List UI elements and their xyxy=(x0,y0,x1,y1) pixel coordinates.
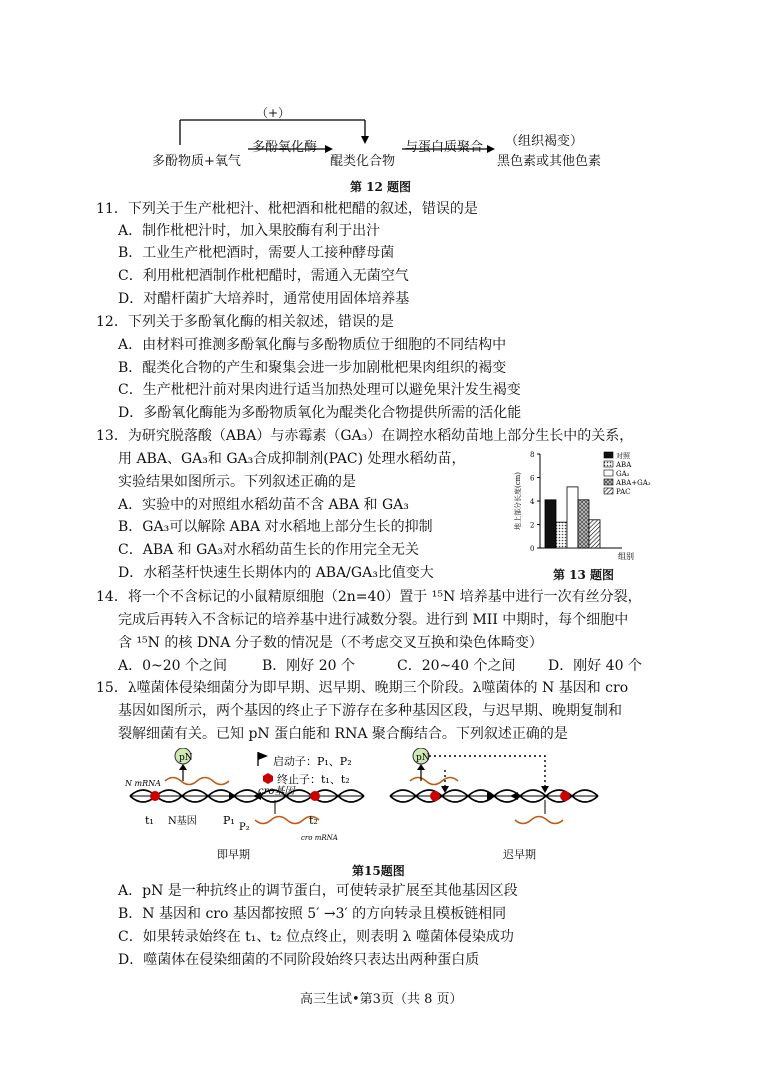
fig15-pN-right: pN xyxy=(416,753,430,763)
promoter-legend-icon xyxy=(258,752,268,766)
x-axis-label: 组别 xyxy=(618,552,634,561)
y-tick-label: 6 xyxy=(530,474,535,483)
bar-2 xyxy=(567,487,578,548)
q13-stem-1: 13．为研究脱落酸（ABA）与赤霉素（GA₃）在调控水稻幼苗地上部分生长中的关系， xyxy=(96,428,634,444)
terminator-legend-icon xyxy=(263,773,273,784)
q14-stem-3: 含 ¹⁵N 的核 DNA 分子数的情况是（不考虑交叉互换和染色体畸变） xyxy=(118,635,543,651)
q11-option-a: A．制作枇杷汁时，加入果胶酶有利于出汁 xyxy=(118,223,381,239)
y-tick-label: 0 xyxy=(530,545,535,553)
y-axis-label: 地上部分长度(cm) xyxy=(514,471,522,531)
fig12-plus: （+） xyxy=(256,106,291,120)
fig15-t1: t₁ xyxy=(145,814,154,827)
fig15-caption: 第15题图 xyxy=(352,864,405,878)
q13-caption: 第 13 题图 xyxy=(553,568,615,582)
q13-option-a: A．实验中的对照组水稻幼苗不含 ABA 和 GA₃ xyxy=(118,497,409,513)
terminator-t1-icon xyxy=(150,791,160,801)
fig15-pN-left: pN xyxy=(179,753,193,763)
q14-option-b: B．刚好 20 个 xyxy=(262,658,356,674)
fig15-cro-gene: cro基因 xyxy=(258,786,295,797)
q15-stem-3: 裂解细菌有关。已知 pN 蛋白能和 RNA 聚合酶结合。下列叙述正确的是 xyxy=(118,726,568,742)
bar-3 xyxy=(578,500,589,548)
fig12-final: 黑色素或其他色素 xyxy=(497,154,602,169)
q15-option-d: D．噬菌体在侵染细菌的不同阶段始终只表达出两种蛋白质 xyxy=(118,952,480,968)
q11-option-c: C．利用枇杷酒制作枇杷醋时，需通入无菌空气 xyxy=(118,268,409,284)
q14-stem-2: 完成后再转入不含标记的培养基中进行减数分裂。进行到 MII 中期时，每个细胞中 xyxy=(118,612,629,628)
q13-stem-3: 实验结果如图所示。下列叙述正确的是 xyxy=(118,474,356,490)
q13-option-c: C．ABA 和 GA₃对水稻幼苗生长的作用完全无关 xyxy=(118,542,420,558)
page-footer: 高三生试•第3页（共 8 页） xyxy=(300,992,463,1007)
promoter-icon-right-2 xyxy=(510,792,518,800)
figure-15 xyxy=(125,748,605,866)
bar-1 xyxy=(556,522,567,548)
terminator-t2-icon xyxy=(310,791,320,801)
fig12-enzyme: 多酚氧化酶 xyxy=(252,140,318,155)
legend-swatch-1 xyxy=(604,461,613,467)
q11-stem: 11．下列关于生产枇杷汁、枇杷酒和枇杷醋的叙述，错误的是 xyxy=(96,201,478,217)
q14-option-c: C．20~40 个之间 xyxy=(397,658,516,674)
q13-option-b: B．GA₃可以解除 ABA 对水稻地上部分生长的抑制 xyxy=(118,519,433,535)
legend-swatch-4 xyxy=(604,488,613,494)
q13-bar-chart xyxy=(510,446,670,568)
q14-option-a: A．0~20 个之间 xyxy=(118,658,228,674)
bar-0 xyxy=(545,500,556,548)
promoter-p1-icon xyxy=(229,792,237,800)
fig15-p1: P₁ xyxy=(223,814,235,827)
q13-stem-2: 用 ABA、GA₃和 GA₃合成抑制剂(PAC) 处理水稻幼苗， xyxy=(118,451,466,467)
q15-stem-2: 基因如图所示，两个基因的终止子下游存在多种基因区段，与迟早期、晚期复制和 xyxy=(118,703,622,719)
fig15-terminator-legend: 终止子：t₁、t₂ xyxy=(277,773,350,786)
legend-label-4: PAC xyxy=(616,488,631,496)
fig15-n-gene: N基因 xyxy=(168,816,197,827)
q15-option-c: C．如果转录始终在 t₁、t₂ 位点终止，则表明 λ 噬菌体侵染成功 xyxy=(118,929,514,945)
terminator-icon-right-2 xyxy=(560,791,570,801)
q14-option-d: D．刚好 40 个 xyxy=(548,658,642,674)
fig12-product: 醌类化合物 xyxy=(330,154,396,169)
legend-swatch-2 xyxy=(604,470,613,476)
legend-label-3: ABA+GA₃ xyxy=(616,479,651,487)
y-tick-label: 2 xyxy=(530,521,535,530)
fig15-stage1: 即早期 xyxy=(217,848,250,861)
fig12-step2: 与蛋白质聚合 xyxy=(405,140,484,155)
q13-option-d: D．水稻茎杆快速生长期体内的 ABA/GA₃比值变大 xyxy=(118,565,434,581)
q11-option-b: B．工业生产枇杷酒时，需要人工接种酵母菌 xyxy=(118,245,395,261)
y-tick-label: 4 xyxy=(530,498,535,506)
bar-4 xyxy=(589,520,600,548)
legend-label-1: ABA xyxy=(616,461,632,469)
legend-swatch-0 xyxy=(604,452,613,458)
fig12-note: （组织褐变） xyxy=(505,134,584,149)
legend-label-2: GA₃ xyxy=(616,470,630,478)
fig15-stage2: 迟早期 xyxy=(503,848,536,861)
fig12-reactant: 多酚物质+氧气 xyxy=(152,154,241,169)
q12-option-b: B．醌类化合物的产生和聚集会进一步加剧枇杷果肉组织的褐变 xyxy=(118,360,507,376)
q12-option-a: A．由材料可推测多酚氧化酶与多酚物质位于细胞的不同结构中 xyxy=(118,337,507,353)
q12-option-c: C．生产枇杷汁前对果肉进行适当加热处理可以避免果汁发生褐变 xyxy=(118,382,521,398)
fig12-caption: 第 12 题图 xyxy=(350,180,412,194)
fig15-promoter-legend: 启动子：P₁、P₂ xyxy=(273,755,352,768)
legend-label-0: 对照 xyxy=(616,452,630,460)
q12-stem: 12．下列关于多酚氧化酶的相关叙述，错误的是 xyxy=(96,314,394,330)
terminator-icon-right-1 xyxy=(430,791,440,801)
legend-swatch-3 xyxy=(604,479,613,485)
q15-option-b: B．N 基因和 cro 基因都按照 5′ →3′ 的方向转录且模板链相同 xyxy=(118,906,507,922)
q15-option-a: A．pN 是一种抗终止的调节蛋白，可使转录扩展至其他基因区段 xyxy=(118,883,518,899)
q14-stem-1: 14．将一个不含标记的小鼠精原细胞（2n=40）置于 ¹⁵N 培养基中进行一次有丝分裂， xyxy=(96,589,642,605)
fig15-t2: t₂ xyxy=(309,814,318,827)
q15-stem-1: 15．λ噬菌体侵染细菌分为即早期、迟早期、晚期三个阶段。λ噬菌体的 N 基因和 cro xyxy=(96,680,629,696)
q11-option-d: D．对醋杆菌扩大培养时，通常使用固体培养基 xyxy=(118,291,410,307)
fig15-n-mrna: N mRNA xyxy=(125,779,161,788)
q12-option-d: D．多酚氧化酶能为多酚物质氧化为醌类化合物提供所需的活化能 xyxy=(118,405,522,421)
fig15-p2: P₂ xyxy=(239,822,250,833)
y-tick-label: 8 xyxy=(530,451,535,459)
fig15-cro-mrna: cro mRNA xyxy=(301,834,338,842)
